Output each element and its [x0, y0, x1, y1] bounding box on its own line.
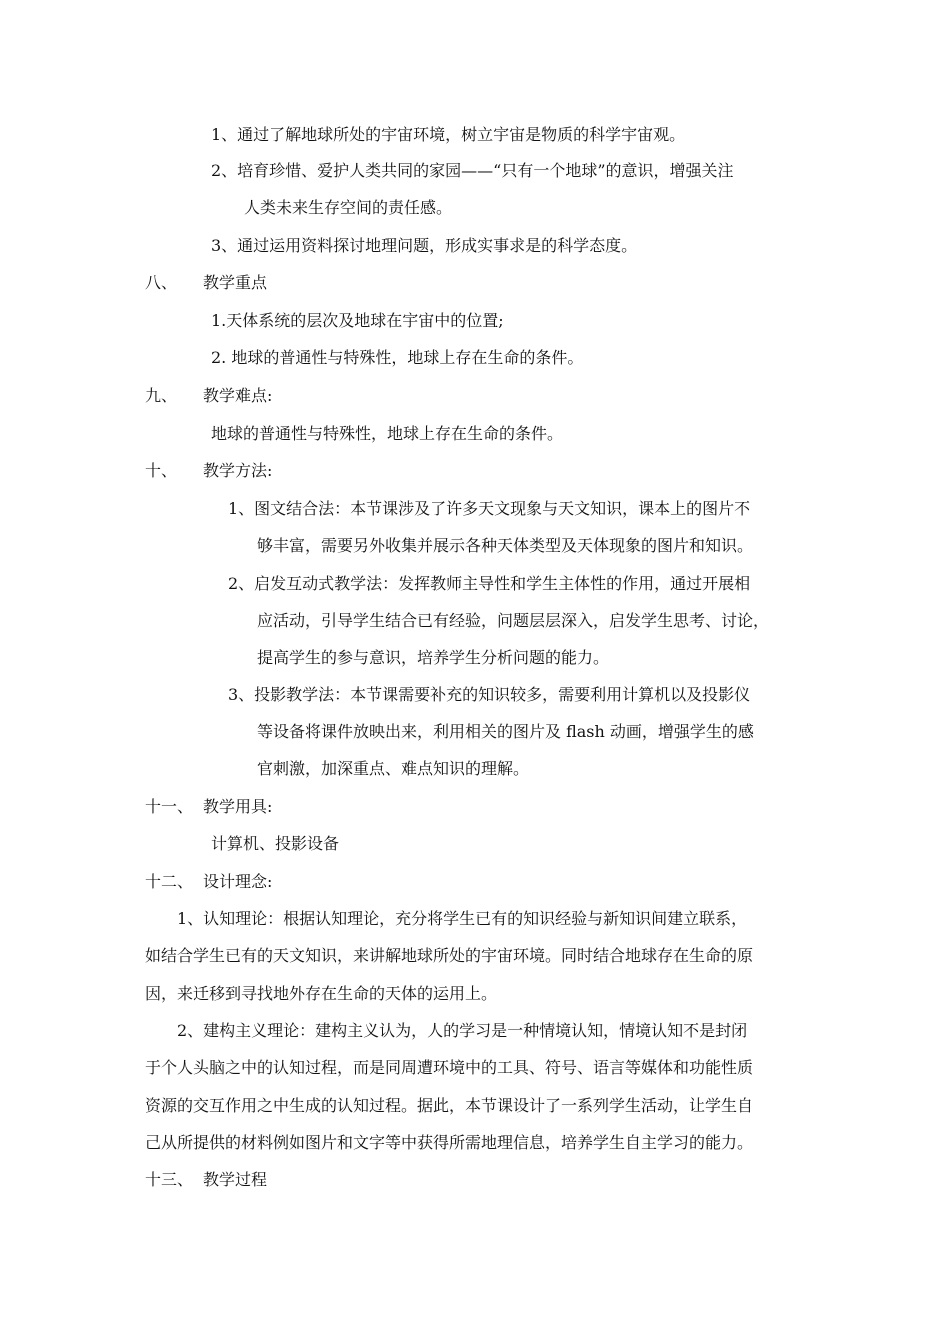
method-2-line-1: 2、启发互动式教学法：发挥教师主导性和学生主体性的作用，通过开展相: [228, 574, 751, 593]
section-13-number: 十三、: [145, 1170, 194, 1189]
section-8-item-2: 2. 地球的普通性与特殊性，地球上存在生命的条件。: [211, 348, 584, 367]
method-2-line-3: 提高学生的参与意识，培养学生分析问题的能力。: [257, 648, 610, 667]
section-10-number: 十、: [145, 461, 178, 480]
section-8-title: 教学重点: [203, 273, 268, 292]
section-12-title: 设计理念:: [203, 872, 273, 891]
section-8-item-1: 1.天体系统的层次及地球在宇宙中的位置;: [211, 311, 504, 330]
method-3-line-2: 等设备将课件放映出来，利用相关的图片及 flash 动画，增强学生的感: [257, 722, 754, 741]
theory-1-line-1: 1、认知理论：根据认知理论，充分将学生已有的知识经验与新知识间建立联系，: [177, 909, 748, 928]
section-10-title: 教学方法:: [203, 461, 273, 480]
section-11-text: 计算机、投影设备: [211, 834, 340, 853]
theory-2-line-4: 己从所提供的材料例如图片和文字等中获得所需地理信息，培养学生自主学习的能力。: [145, 1133, 754, 1152]
section-13-title: 教学过程: [203, 1170, 268, 1189]
section-9-title: 教学难点:: [203, 386, 273, 405]
section-11-title: 教学用具:: [203, 797, 273, 816]
goal-2-line-2: 人类未来生存空间的责任感。: [244, 198, 453, 217]
theory-2-line-1: 2、建构主义理论：建构主义认为，人的学习是一种情境认知，情境认知不是封闭: [177, 1021, 748, 1040]
section-11-number: 十一、: [145, 797, 194, 816]
goal-1: 1、通过了解地球所处的宇宙环境，树立宇宙是物质的科学宇宙观。: [211, 125, 686, 144]
goal-3: 3、通过运用资料探讨地理问题，形成实事求是的科学态度。: [211, 236, 638, 255]
theory-1-line-2: 如结合学生已有的天文知识，来讲解地球所处的宇宙环境。同时结合地球存在生命的原: [145, 946, 754, 965]
theory-2-line-2: 于个人头脑之中的认知过程，而是同周遭环境中的工具、符号、语言等媒体和功能性质: [145, 1058, 754, 1077]
method-2-line-2: 应活动，引导学生结合已有经验，问题层层深入，启发学生思考、讨论，: [257, 611, 770, 630]
theory-1-line-3: 因，来迁移到寻找地外存在生命的天体的运用上。: [145, 984, 498, 1003]
method-3-line-1: 3、投影教学法：本节课需要补充的知识较多，需要利用计算机以及投影仪: [228, 685, 751, 704]
method-3-line-3: 官刺激，加深重点、难点知识的理解。: [257, 759, 530, 778]
method-1-line-1: 1、图文结合法：本节课涉及了许多天文现象与天文知识，课本上的图片不: [228, 499, 751, 518]
section-8-number: 八、: [145, 273, 178, 292]
theory-2-line-3: 资源的交互作用之中生成的认知过程。据此，本节课设计了一系列学生活动，让学生自: [145, 1096, 754, 1115]
section-9-text: 地球的普通性与特殊性，地球上存在生命的条件。: [211, 424, 564, 443]
method-1-line-2: 够丰富，需要另外收集并展示各种天体类型及天体现象的图片和知识。: [257, 536, 754, 555]
section-12-number: 十二、: [145, 872, 194, 891]
goal-2-line-1: 2、培育珍惜、爱护人类共同的家园——“只有一个地球”的意识，增强关注: [211, 161, 734, 180]
section-9-number: 九、: [145, 386, 178, 405]
